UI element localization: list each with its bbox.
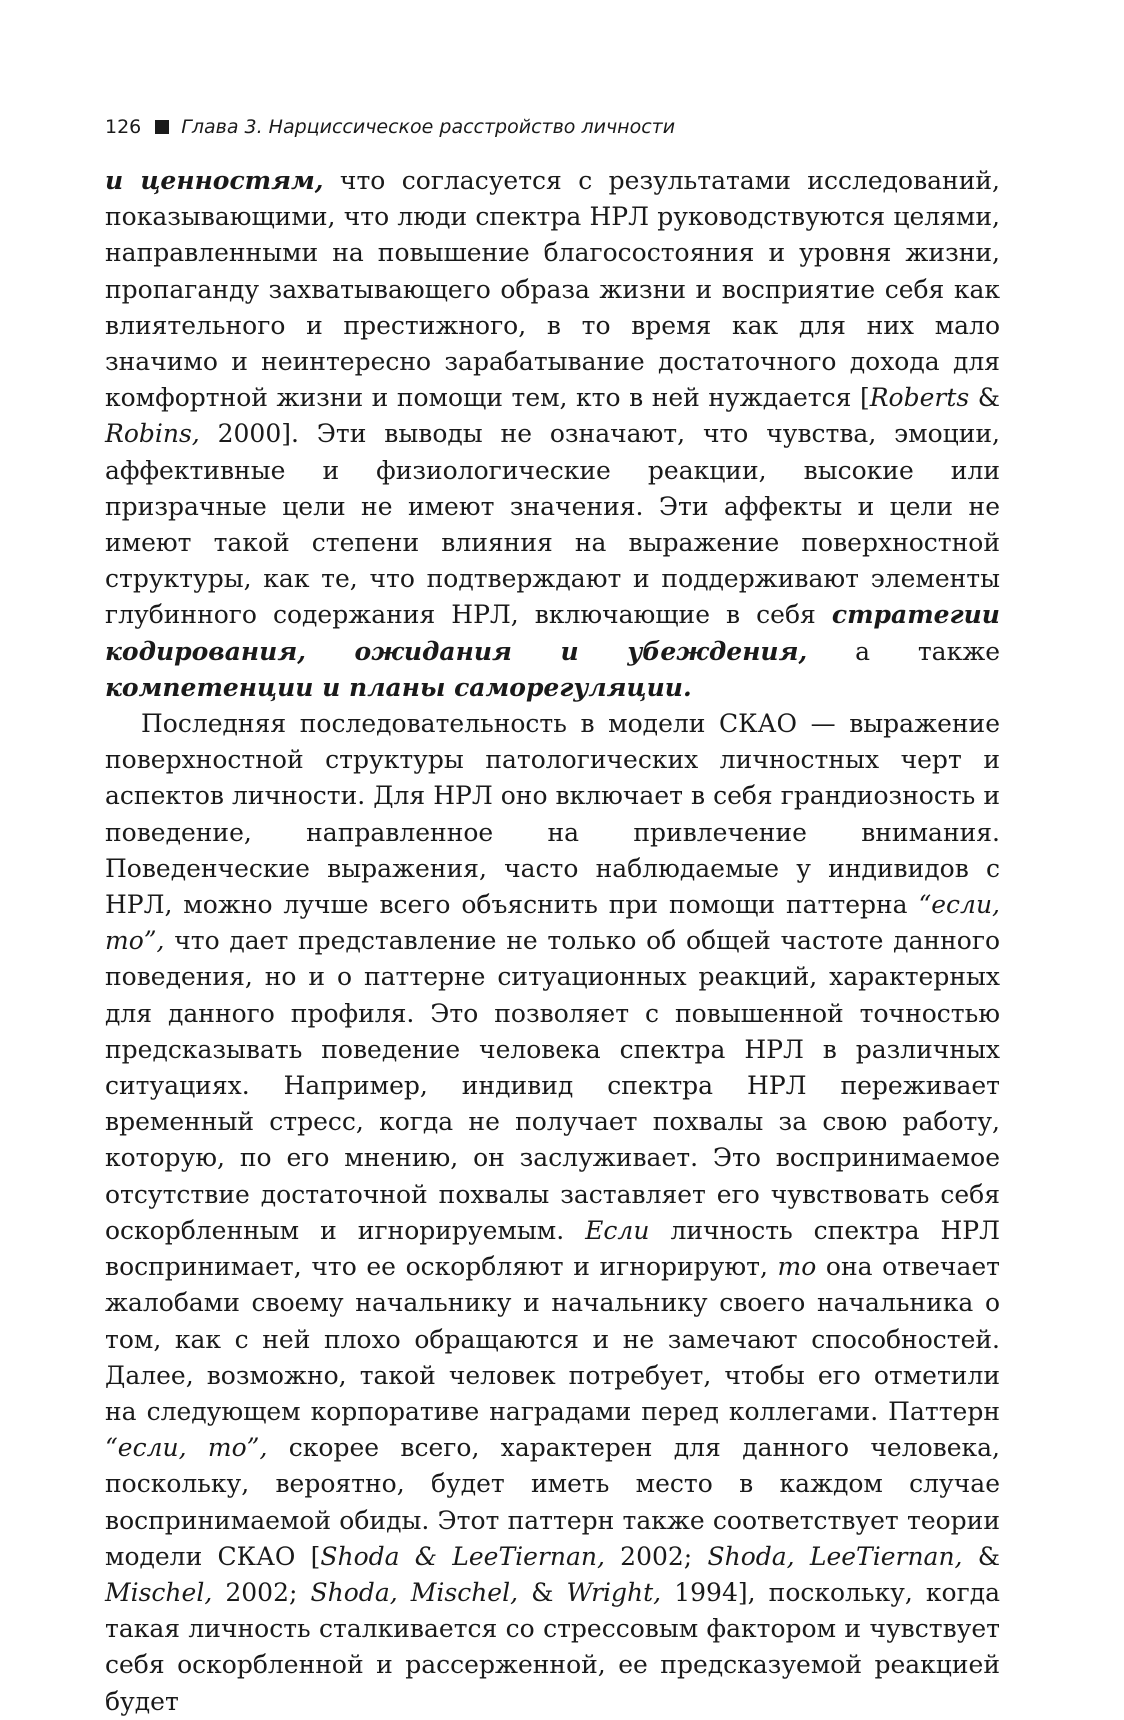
- emphasis-run: Mischel,: [105, 1577, 213, 1607]
- emphasis-run: то: [777, 1252, 817, 1282]
- text-run: она отвечает жалобами своему начальнику и начальнику своего начальника о том, как с ней плохо обращаются и не замечают способностей. Далее, возможно, такой человек потребует, чтобы его отметили на следующем корпоративе наградами перед коллегами. Паттерн: [105, 1252, 1000, 1426]
- running-head: [105, 112, 1005, 142]
- text-run: 2000]. Эти выводы не означают, что чувства, эмоции, аффективные и физиологические реакции, высокие или призрачные цели не имеют значения. Эти аффекты и цели не имеют такой степени влияния на выражение поверхностной структуры, как те, что подтверждают и поддерживают элементы глубинного содержания НРЛ, включающие в себя: [105, 419, 1000, 630]
- emphasis-run: Shoda & LeeTiernan,: [320, 1541, 605, 1571]
- text-run: 2002;: [212, 1577, 311, 1607]
- emphasis-run: Если: [585, 1215, 650, 1245]
- emphasis-run: Roberts: [869, 383, 970, 413]
- emphasis-run: Robins,: [105, 419, 200, 449]
- text-run: 2002;: [604, 1541, 708, 1571]
- text-run: Последняя последовательность в модели СКАО — выражение поверхностной структуры патологических личностных черт и аспектов личности. Для НРЛ оно включает в себя грандиозность и поведение, направленное на привлечение внимания. Поведенческие выражения, часто наблюдаемые у индивидов с НРЛ, можно лучше всего объяснить при помощи паттерна: [105, 709, 1000, 920]
- body-paragraph: [105, 706, 1000, 1720]
- emphasis-run: стратегии кодирования, ожидания и убеждения,: [105, 600, 1000, 666]
- emphasis-run: Shoda, LeeTiernan,: [707, 1541, 963, 1571]
- text-run: &: [969, 383, 1000, 413]
- emphasis-run: компетенции и планы саморегуляции.: [105, 672, 692, 702]
- text-run: что дает представление не только об общей частоте данного поведения, но и о паттерне ситуационных реакций, характерных для данного профиля. Это позволяет с повышенной точностью предсказывать поведение человека спектра НРЛ в различных ситуациях. Например, индивид спектра НРЛ переживает временный стресс, когда не получает похвалы за свою работу, которую, по его мнению, он заслуживает. Это воспринимаемое отсутствие достаточной похвалы заставляет его чувствовать себя оскорбленным и игнорируемым.: [105, 926, 1000, 1245]
- text-run: личность спектра НРЛ воспринимает, что ее оскорбляют и игнорируют,: [105, 1215, 1000, 1282]
- text-run: 1994], поскольку, когда такая личность сталкивается со стрессовым фактором и чувствует себя оскорбленной и рассерженной, ее предсказуемой реакцией будет: [105, 1577, 1000, 1716]
- emphasis-run: Shoda, Mischel,: [310, 1577, 519, 1607]
- chapter-title: Глава 3. Нарциссическое расстройство личности: [181, 116, 676, 138]
- emphasis-run: “если, то”,: [105, 890, 1000, 956]
- text-run: &: [962, 1541, 1000, 1571]
- text-run: а также: [807, 636, 1000, 666]
- square-bullet-icon: [155, 120, 169, 134]
- emphasis-run: Wright,: [566, 1577, 662, 1607]
- emphasis-run: “если, то”,: [105, 1433, 268, 1463]
- text-run: скорее всего, характерен для данного человека, поскольку, вероятно, будет иметь место в каждом случае воспринимаемой обиды. Этот паттерн также соответствует теории модели СКАО [: [105, 1433, 1000, 1571]
- body-paragraph: [105, 163, 1000, 706]
- body-text: [105, 163, 1000, 1720]
- emphasis-run: и ценностям,: [105, 166, 324, 195]
- text-run: &: [518, 1577, 567, 1607]
- text-run: что согласуется с результатами исследований, показывающими, что люди спектра НРЛ руководствуются целями, направленными на повышение благосостояния и уровня жизни, пропаганду захватывающего образа жизни и восприятие себя как влиятельного и престижного, в то время как для них мало значимо и неинтересно зарабатывание достаточного дохода для комфортной жизни и помощи тем, кто в ней нуждается [: [105, 166, 1000, 413]
- page-number: 126: [105, 116, 142, 138]
